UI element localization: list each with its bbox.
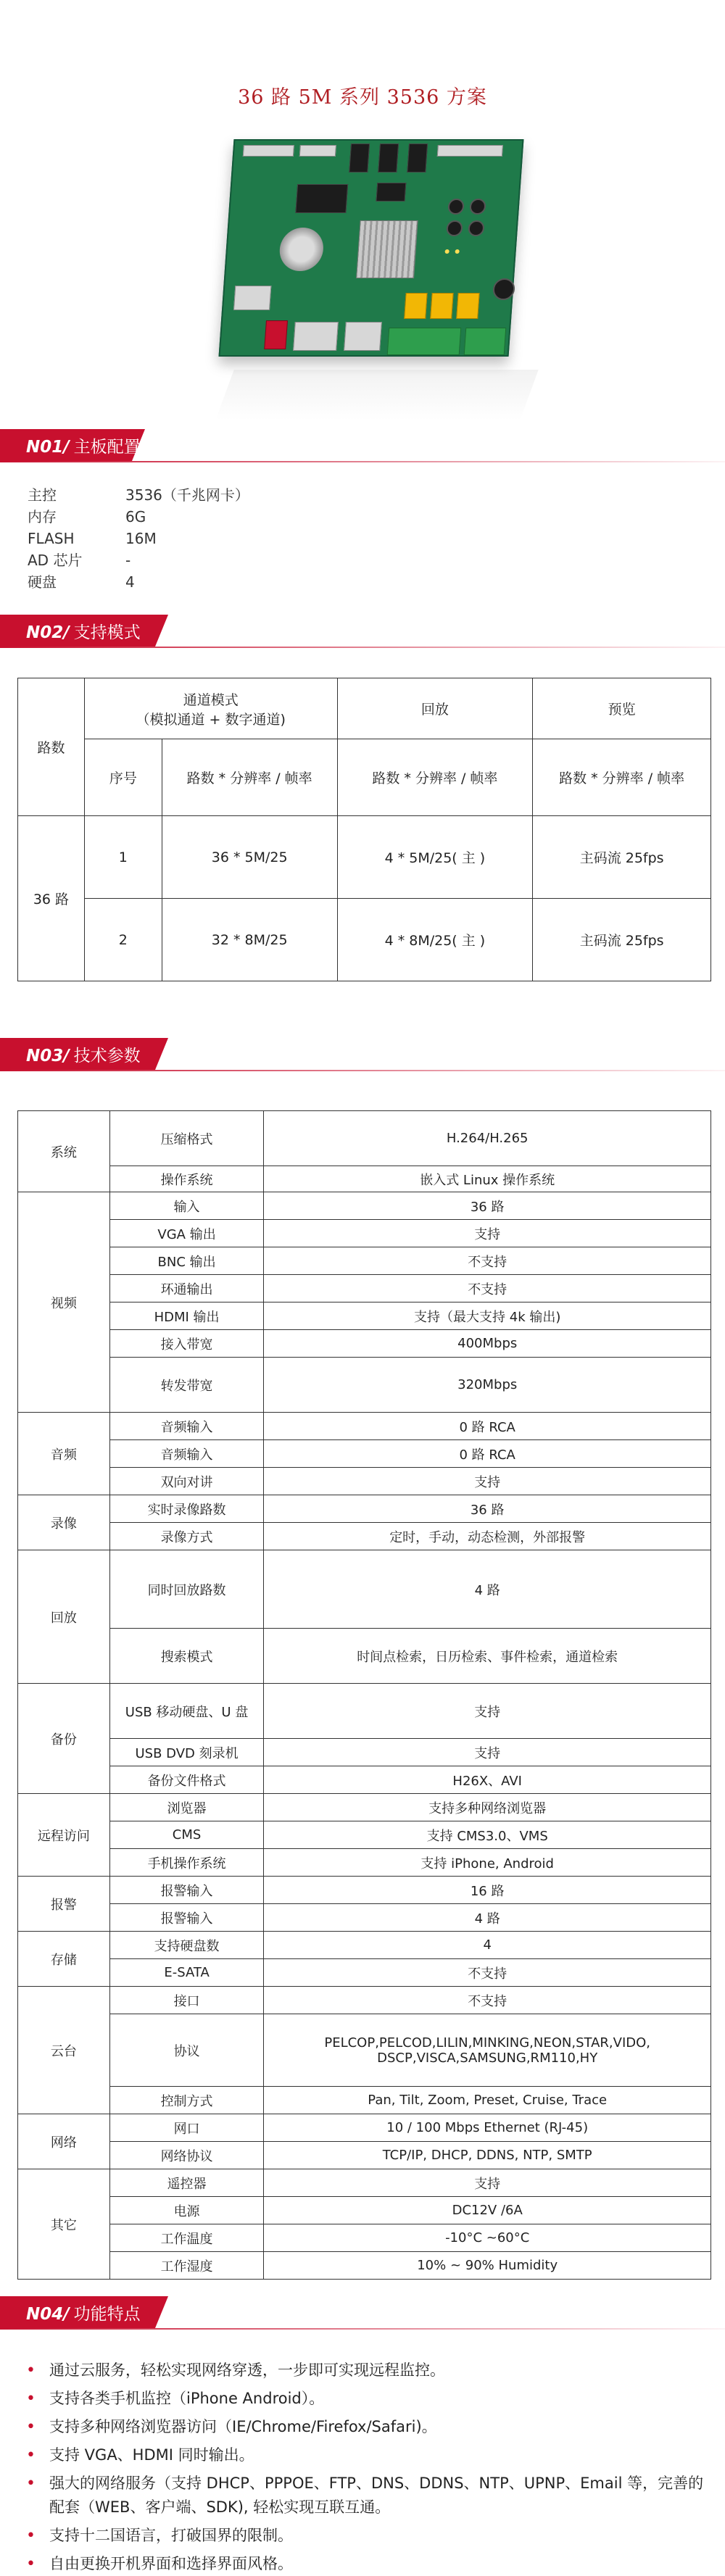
param-value: 36 路 (264, 1192, 711, 1220)
param-value: 不支持 (264, 1987, 711, 2014)
param-key: 录像方式 (109, 1523, 264, 1550)
table-cell: 4 * 8M/25( 主 ) (337, 899, 533, 981)
bullet-icon: • (26, 2475, 36, 2493)
table-header: 路数 (18, 678, 85, 816)
param-key: 报警输入 (109, 1904, 264, 1932)
bullet-icon: • (26, 2418, 36, 2436)
relay-icon (430, 293, 454, 319)
capacitor-icon (469, 199, 486, 215)
param-key: 实时录像路数 (109, 1495, 264, 1523)
specs-table (17, 1110, 711, 2280)
terminal-block-icon (464, 328, 507, 355)
list-item: 硬盘 4 (28, 573, 135, 591)
product-board-image (210, 130, 529, 413)
param-key: VGA 输出 (109, 1220, 264, 1247)
param-key: CMS (109, 1821, 264, 1849)
circuit-board (219, 139, 524, 357)
param-value: 36 路 (264, 1495, 711, 1523)
param-key: 接入带宽 (109, 1330, 264, 1358)
param-value: 16 路 (264, 1877, 711, 1904)
table-header: 序号 (84, 739, 162, 816)
param-key: 音频输入 (109, 1413, 264, 1440)
ram-chip-icon (349, 144, 370, 173)
list-item: • 强大的网络服务（支持 DHCP、PPPOE、FTP、DNS、DDNS、NTP、UPNP、Email 等，完善的配套（WEB、客户端、SDK), 轻松实现互联互通。 (26, 2472, 708, 2519)
section-header-features (0, 2296, 141, 2328)
page-title: 36 路 5M 系列 3536 方案 (238, 86, 487, 109)
table-header: 路数 * 分辨率 / 帧率 (162, 739, 337, 816)
param-key: 控制方式 (109, 2087, 264, 2114)
chip-icon (295, 184, 348, 213)
bullet-icon: • (26, 2390, 36, 2408)
param-value: 0 路 RCA (264, 1440, 711, 1468)
ram-chip-icon (407, 144, 428, 173)
param-key: 音频输入 (109, 1440, 264, 1468)
section-header-modes (0, 615, 141, 647)
param-key: 工作湿度 (109, 2252, 264, 2280)
ram-chip-icon (378, 144, 399, 173)
param-key: 浏览器 (109, 1794, 264, 1821)
table-cell: 36 * 5M/25 (162, 816, 337, 899)
param-value: 4 路 (264, 1550, 711, 1629)
usb-port-icon (233, 286, 271, 310)
param-value: DC12V /6A (264, 2197, 711, 2224)
param-key: USB DVD 刻录机 (109, 1739, 264, 1766)
feature-list (26, 2359, 708, 2576)
param-key: HDMI 输出 (109, 1302, 264, 1330)
list-item: • 支持 VGA、HDMI 同时输出。 (26, 2443, 708, 2467)
led-icon (455, 249, 459, 254)
list-item: • 支持多种网络浏览器访问（IE/Chrome/Firefox/Safari)。 (26, 2415, 708, 2439)
group-label: 回放 (18, 1550, 110, 1684)
param-value: 定时，手动，动态检测，外部报警 (264, 1523, 711, 1550)
table-header: 路数 * 分辨率 / 帧率 (533, 739, 711, 816)
param-value: 不支持 (264, 1959, 711, 1987)
param-key: 遥控器 (109, 2169, 264, 2197)
section-number: N03/ (26, 1046, 70, 1065)
param-value: 10 / 100 Mbps Ethernet (RJ-45) (264, 2114, 711, 2142)
section-label: 技术参数 (73, 1046, 141, 1065)
param-key: E-SATA (109, 1959, 264, 1987)
param-value: 4 路 (264, 1904, 711, 1932)
param-key: BNC 输出 (109, 1247, 264, 1275)
list-item: FLASH 16M (28, 530, 157, 547)
capacitor-icon (447, 199, 465, 215)
param-value: 支持 CMS3.0、VMS (264, 1821, 711, 1849)
group-label: 存储 (18, 1932, 110, 1987)
param-key: 网口 (109, 2114, 264, 2142)
group-label: 录像 (18, 1495, 110, 1550)
table-header: 路数 * 分辨率 / 帧率 (337, 739, 533, 816)
hdmi-port-icon (293, 322, 339, 351)
group-label: 系统 (18, 1111, 110, 1192)
param-key: USB 移动硬盘、U 盘 (109, 1684, 264, 1739)
param-key: 同时回放路数 (109, 1550, 264, 1629)
param-key: 手机操作系统 (109, 1849, 264, 1877)
table-cell: 4 * 5M/25( 主 ) (337, 816, 533, 899)
param-value: 不支持 (264, 1275, 711, 1302)
bullet-icon: • (26, 2446, 36, 2464)
param-key: 报警输入 (109, 1877, 264, 1904)
chip-icon (376, 183, 406, 201)
param-key: 支持硬盘数 (109, 1932, 264, 1959)
section-label: 主板配置 (73, 437, 141, 457)
connector-icon (243, 145, 294, 157)
param-value: 支持 (264, 1468, 711, 1495)
usb-port-icon (344, 322, 382, 351)
group-label: 云台 (18, 1987, 110, 2114)
param-value: 4 (264, 1932, 711, 1959)
table-row (18, 816, 711, 899)
list-item: • 通过云服务，轻松实现网络穿透，一步即可实现远程监控。 (26, 2359, 708, 2382)
board-shadow (215, 370, 538, 420)
param-key: 协议 (109, 2014, 264, 2087)
param-value: PELCOP,PELCOD,LILIN,MINKING,NEON,STAR,VIDO, DSCP,VISCA,SAMSUNG,RM110,HY (264, 2014, 711, 2087)
relay-icon (404, 293, 428, 319)
param-value: 0 路 RCA (264, 1413, 711, 1440)
group-label: 网络 (18, 2114, 110, 2169)
param-value: 320Mbps (264, 1358, 711, 1413)
section-label: 功能特点 (73, 2304, 141, 2324)
param-key: 备份文件格式 (109, 1766, 264, 1794)
group-label: 备份 (18, 1684, 110, 1794)
param-value: H.264/H.265 (264, 1111, 711, 1166)
group-label: 其它 (18, 2169, 110, 2280)
section-number: N04/ (26, 2304, 70, 2324)
param-value: TCP/IP, DHCP, DDNS, NTP, SMTP (264, 2142, 711, 2169)
param-value: 不支持 (264, 1247, 711, 1275)
coin-battery-icon (278, 228, 325, 271)
param-value: 嵌入式 Linux 操作系统 (264, 1166, 711, 1192)
bullet-icon: • (26, 2361, 36, 2380)
rca-port-icon (264, 320, 288, 349)
table-header: 回放 (337, 678, 533, 739)
param-key: 压缩格式 (109, 1111, 264, 1166)
param-value: -10°C ~60°C (264, 2224, 711, 2252)
param-value: 支持 (264, 2169, 711, 2197)
param-key: 转发带宽 (109, 1358, 264, 1413)
modes-table (17, 678, 711, 981)
section-header-specs (0, 1038, 141, 1070)
param-key: 工作温度 (109, 2224, 264, 2252)
list-item: 内存 6G (28, 508, 146, 525)
table-cell: 2 (84, 899, 162, 981)
param-key: 双向对讲 (109, 1468, 264, 1495)
list-item: 主控 3536（千兆网卡） (28, 486, 249, 504)
capacitor-icon (468, 220, 485, 236)
section-number: N02/ (26, 623, 70, 642)
board-config-list (28, 484, 249, 593)
list-item: • 支持十二国语言，打破国界的限制。 (26, 2524, 708, 2548)
param-value: 支持 (264, 1739, 711, 1766)
bullet-icon: • (26, 2555, 36, 2573)
list-item: AD 芯片 - (28, 552, 131, 569)
param-key: 操作系统 (109, 1166, 264, 1192)
param-value: 支持 iPhone, Android (264, 1849, 711, 1877)
group-label: 报警 (18, 1877, 110, 1932)
param-value: 10% ~ 90% Humidity (264, 2252, 711, 2280)
param-value: 400Mbps (264, 1330, 711, 1358)
bullet-icon: • (26, 2527, 36, 2545)
section-number: N01/ (26, 437, 70, 457)
param-value: Pan, Tilt, Zoom, Preset, Cruise, Trace (264, 2087, 711, 2114)
table-header: 通道模式 （模拟通道 + 数字通道) (84, 678, 337, 739)
capacitor-icon (492, 278, 515, 300)
param-value: 时间点检索，日历检索、事件检索，通道检索 (264, 1629, 711, 1684)
capacitor-icon (446, 220, 463, 236)
led-icon (444, 249, 449, 254)
section-label: 支持模式 (73, 623, 141, 642)
group-label: 视频 (18, 1192, 110, 1413)
terminal-block-icon (387, 328, 462, 355)
list-item: • 支持各类手机监控（iPhone Android）。 (26, 2387, 708, 2411)
group-label: 音频 (18, 1413, 110, 1495)
group-label: 远程访问 (18, 1794, 110, 1877)
param-value: 支持 (264, 1684, 711, 1739)
param-key: 环通输出 (109, 1275, 264, 1302)
param-value: 支持 (264, 1220, 711, 1247)
connector-icon (299, 145, 336, 157)
table-cell: 36 路 (18, 816, 85, 981)
param-key: 网络协议 (109, 2142, 264, 2169)
section-header-board-config (0, 429, 141, 461)
table-row (18, 899, 711, 981)
param-key: 接口 (109, 1987, 264, 2014)
relay-icon (456, 293, 480, 319)
param-key: 搜索模式 (109, 1629, 264, 1684)
param-value: 支持多种网络浏览器 (264, 1794, 711, 1821)
table-cell: 主码流 25fps (533, 899, 711, 981)
param-key: 输入 (109, 1192, 264, 1220)
table-cell: 32 * 8M/25 (162, 899, 337, 981)
list-item: • 自由更换开机界面和选择界面风格。 (26, 2552, 708, 2576)
table-cell: 主码流 25fps (533, 816, 711, 899)
table-cell: 1 (84, 816, 162, 899)
heatsink-icon (356, 220, 418, 278)
param-value: 支持（最大支持 4k 输出) (264, 1302, 711, 1330)
param-key: 电源 (109, 2197, 264, 2224)
param-value: H26X、AVI (264, 1766, 711, 1794)
table-header: 预览 (533, 678, 711, 739)
connector-icon (437, 145, 503, 157)
